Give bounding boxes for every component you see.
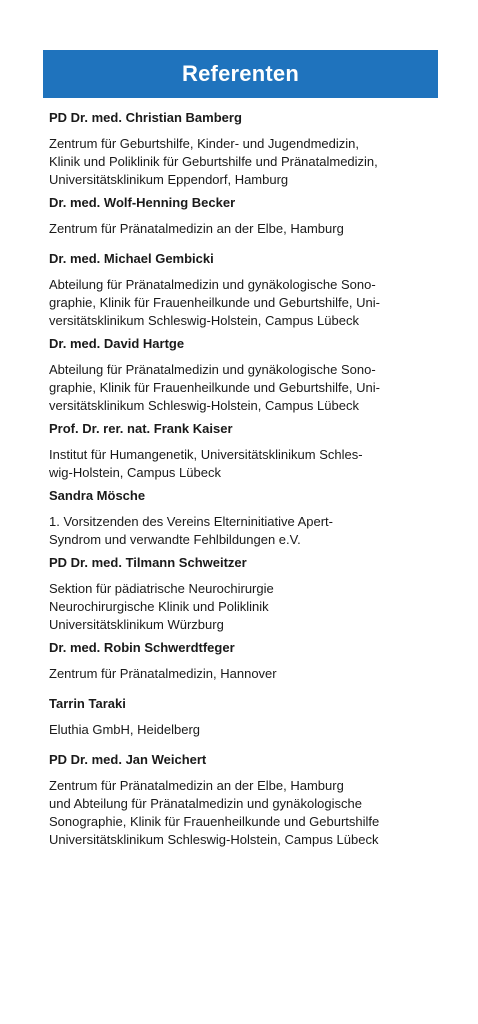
- affiliation-line: Syndrom und verwandte Fehlbildungen e.V.: [49, 532, 301, 547]
- speaker-name: Dr. med. Robin Schwerdtfeger: [49, 640, 235, 655]
- affiliation-line: Universitätsklinikum Schleswig-Holstein, Campus Lübeck: [49, 832, 379, 847]
- speaker-entry: [49, 487, 464, 549]
- speaker-affiliation: [49, 361, 464, 415]
- affiliation-line: Abteilung für Pränatalmedizin und gynäkologische Sono-: [49, 277, 376, 292]
- affiliation-line: Sektion für pädiatrische Neurochirurgie: [49, 581, 274, 596]
- speaker-entry: [49, 250, 464, 330]
- speaker-affiliation: [49, 513, 464, 549]
- speaker-name: Dr. med. David Hartge: [49, 336, 185, 351]
- affiliation-line: Zentrum für Pränatalmedizin an der Elbe, Hamburg: [49, 221, 344, 236]
- affiliation-line: und Abteilung für Pränatalmedizin und gynäkologische: [49, 796, 362, 811]
- speaker-name: Sandra Mösche: [49, 488, 146, 503]
- affiliation-line: graphie, Klinik für Frauenheilkunde und Geburtshilfe, Uni-: [49, 380, 380, 395]
- affiliation-line: Zentrum für Pränatalmedizin, Hannover: [49, 666, 277, 681]
- speaker-name: Tarrin Taraki: [49, 696, 126, 711]
- speaker-affiliation: [49, 276, 464, 330]
- affiliation-line: wig-Holstein, Campus Lübeck: [49, 465, 221, 480]
- speaker-affiliation: [49, 135, 464, 189]
- speaker-name: Prof. Dr. rer. nat. Frank Kaiser: [49, 421, 233, 436]
- speaker-affiliation: [49, 665, 464, 683]
- speaker-affiliation: [49, 580, 464, 634]
- speaker-name: PD Dr. med. Tilmann Schweitzer: [49, 555, 247, 570]
- speaker-affiliation: [49, 777, 464, 849]
- affiliation-line: versitätsklinikum Schleswig-Holstein, Campus Lübeck: [49, 398, 359, 413]
- affiliation-line: Universitätsklinikum Eppendorf, Hamburg: [49, 172, 289, 187]
- speaker-name: Dr. med. Michael Gembicki: [49, 251, 214, 266]
- speaker-affiliation: [49, 220, 464, 238]
- speaker-name: PD Dr. med. Christian Bamberg: [49, 110, 242, 125]
- affiliation-line: Zentrum für Pränatalmedizin an der Elbe, Hamburg: [49, 778, 344, 793]
- speaker-affiliation: [49, 446, 464, 482]
- speaker-entry: [49, 109, 464, 189]
- section-header: [43, 50, 438, 98]
- affiliation-line: Abteilung für Pränatalmedizin und gynäkologische Sono-: [49, 362, 376, 377]
- speaker-entry: [49, 335, 464, 415]
- speaker-name: PD Dr. med. Jan Weichert: [49, 752, 207, 767]
- affiliation-line: graphie, Klinik für Frauenheilkunde und Geburtshilfe, Uni-: [49, 295, 380, 310]
- speaker-entry: [49, 695, 464, 739]
- page-title: Referenten: [182, 61, 299, 86]
- affiliation-line: Zentrum für Geburtshilfe, Kinder- und Jugendmedizin,: [49, 136, 359, 151]
- speaker-name: Dr. med. Wolf-Henning Becker: [49, 195, 236, 210]
- affiliation-line: Universitätsklinikum Würzburg: [49, 617, 224, 632]
- speaker-entry: [49, 751, 464, 849]
- affiliation-line: 1. Vorsitzenden des Vereins Elterninitiative Apert-: [49, 514, 333, 529]
- affiliation-line: Sonographie, Klinik für Frauenheilkunde und Geburtshilfe: [49, 814, 380, 829]
- affiliation-line: Institut für Humangenetik, Universitätsklinikum Schles-: [49, 447, 363, 462]
- speaker-entry: [49, 194, 464, 238]
- speaker-list: [49, 109, 464, 849]
- speaker-affiliation: [49, 721, 464, 739]
- affiliation-line: versitätsklinikum Schleswig-Holstein, Campus Lübeck: [49, 313, 359, 328]
- affiliation-line: Neurochirurgische Klinik und Poliklinik: [49, 599, 269, 614]
- speaker-entry: [49, 639, 464, 683]
- affiliation-line: Klinik und Poliklinik für Geburtshilfe und Pränatalmedizin,: [49, 154, 378, 169]
- affiliation-line: Eluthia GmbH, Heidelberg: [49, 722, 201, 737]
- speaker-entry: [49, 420, 464, 482]
- speaker-entry: [49, 554, 464, 634]
